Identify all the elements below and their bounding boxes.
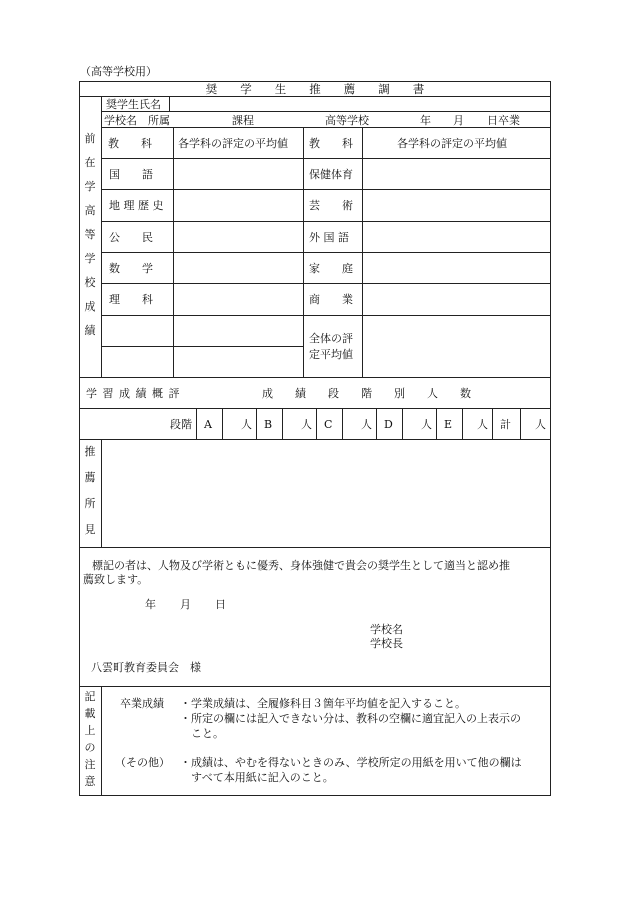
subject-left: 公 民 — [109, 231, 153, 244]
statement-line-1: 標記の者は、人物及び学術ともに優秀、身体強健で貴会の奨学生として適当と認め推 — [92, 559, 510, 572]
side-char: 記 — [84, 690, 96, 703]
date-month: 月 — [180, 598, 191, 611]
graduate-note: こと。 — [191, 727, 224, 740]
rule — [101, 127, 551, 128]
other-note: すべて本用紙に記入のこと。 — [191, 771, 334, 784]
average-header-right: 各学科の評定の平均値 — [397, 137, 507, 150]
level-letter-c: C — [324, 418, 333, 431]
subject-right: 商 業 — [309, 293, 353, 306]
affiliation-label: 所属 — [148, 114, 170, 127]
grade-field-science[interactable] — [174, 284, 302, 314]
principal-sign: 学校長 — [370, 637, 403, 650]
month-label: 月 — [453, 114, 464, 127]
date-day: 日 — [215, 598, 226, 611]
side-char: 学 — [84, 252, 96, 265]
recommendation-label — [83, 446, 97, 550]
grade-field-foreign-lang[interactable] — [363, 222, 549, 251]
graduate-note: ・所定の欄には記入できない分は、教科の空欄に適宜記入の上表示の — [180, 712, 521, 725]
subject-left: 理 科 — [109, 293, 153, 306]
side-char: 成 — [84, 300, 96, 313]
rule — [520, 408, 521, 439]
grade-field-japanese[interactable] — [174, 159, 302, 188]
rule — [342, 408, 343, 439]
frame-left — [79, 81, 80, 795]
rule — [316, 408, 317, 439]
side-char: 所 — [84, 497, 96, 510]
student-name-field[interactable] — [170, 97, 550, 111]
side-char: 推 — [84, 445, 96, 458]
side-label-grades — [83, 133, 97, 349]
level-letter-b: B — [264, 418, 273, 431]
grade-field-home[interactable] — [363, 253, 549, 282]
subject-right: 家 庭 — [309, 262, 353, 275]
rule — [101, 686, 102, 795]
level-letter-d: D — [384, 418, 393, 431]
rule — [402, 408, 403, 439]
rule — [282, 408, 283, 439]
other-label: （その他） — [115, 756, 170, 769]
subject-header-right: 教 科 — [309, 137, 353, 150]
overall-average-label: 全体の評 — [309, 332, 353, 345]
level-unit: 人 — [535, 418, 546, 431]
date-year: 年 — [145, 598, 156, 611]
grade-field-geo-history[interactable] — [174, 190, 302, 220]
side-char: 績 — [84, 324, 96, 337]
average-header-left: 各学科の評定の平均値 — [178, 137, 288, 150]
rule — [492, 408, 493, 439]
rule — [101, 315, 303, 316]
rule — [101, 346, 303, 347]
subject-left: 数 学 — [109, 262, 153, 275]
frame-bottom — [79, 795, 551, 796]
levels-label: 段階 — [170, 418, 192, 431]
rule — [79, 377, 551, 378]
grade-field-commerce[interactable] — [363, 284, 549, 314]
rule — [376, 408, 377, 439]
side-char: 前 — [84, 132, 96, 145]
grade-field-math[interactable] — [174, 253, 302, 282]
other-note: ・成績は、やむを得ないときのみ、学校所定の用紙を用いて他の欄は — [180, 756, 522, 769]
grade-field-civics[interactable] — [174, 222, 302, 251]
rule — [79, 439, 551, 440]
rule — [462, 408, 463, 439]
level-letter-a: A — [204, 418, 212, 431]
rule — [79, 408, 551, 409]
rule — [101, 439, 102, 547]
grade-field-overall[interactable] — [363, 316, 549, 376]
side-char: 見 — [84, 523, 96, 536]
subject-right: 芸 術 — [309, 199, 353, 212]
addressee: 八雲町教育委員会 様 — [91, 661, 201, 674]
school-name-sign: 学校名 — [370, 623, 403, 636]
side-char: 載 — [84, 707, 96, 720]
form-title: 奨 学 生 推 薦 調 書 — [205, 82, 425, 96]
course-label: 課程 — [232, 114, 254, 127]
rule — [436, 408, 437, 439]
side-char: 学 — [84, 180, 96, 193]
header-note: （高等学校用） — [80, 65, 157, 78]
rule — [101, 111, 551, 112]
level-unit: 人 — [301, 418, 312, 431]
side-char: 在 — [84, 156, 96, 169]
side-char: 薦 — [84, 471, 96, 484]
subject-left: 地 理 歴 史 — [109, 199, 164, 212]
statement-line-2: 薦致します。 — [83, 573, 149, 586]
student-name-label: 奨学生氏名 — [106, 98, 161, 111]
subject-header-left: 教 科 — [108, 137, 152, 150]
side-char: の — [84, 741, 96, 754]
level-total-label: 計 — [500, 418, 511, 431]
side-char: 校 — [84, 276, 96, 289]
level-unit: 人 — [241, 418, 252, 431]
grade-field-pe[interactable] — [363, 159, 549, 188]
rule — [101, 96, 102, 377]
distribution-title: 成 績 段 階 別 人 数 — [262, 387, 471, 400]
level-unit: 人 — [421, 418, 432, 431]
grade-field-arts[interactable] — [363, 190, 549, 220]
level-letter-e: E — [444, 418, 453, 431]
rule — [196, 408, 197, 439]
rule — [256, 408, 257, 439]
side-char: 意 — [84, 775, 96, 788]
rule — [222, 408, 223, 439]
notes-side-label — [83, 691, 97, 793]
rule — [79, 547, 551, 548]
year-label: 年 — [420, 114, 431, 127]
subject-left: 国 語 — [109, 168, 153, 181]
graduate-note: ・学業成績は、全履修科目３箇年平均値を記入すること。 — [180, 697, 466, 710]
recommendation-field[interactable] — [103, 441, 549, 546]
summary-label: 学 習 成 績 概 評 — [86, 387, 181, 400]
subject-right: 保健体育 — [309, 168, 353, 181]
side-char: 高 — [84, 204, 96, 217]
rule — [79, 686, 551, 687]
overall-average-label: 定平均値 — [309, 348, 353, 361]
side-char: 注 — [84, 758, 96, 771]
subject-right: 外 国 語 — [309, 231, 349, 244]
side-char: 上 — [84, 724, 96, 737]
side-char: 等 — [84, 228, 96, 241]
graduate-label: 卒業成績 — [120, 697, 164, 710]
graduation-label: 日卒業 — [487, 114, 520, 127]
school-name-label: 学校名 — [104, 114, 137, 127]
level-unit: 人 — [361, 418, 372, 431]
level-unit: 人 — [477, 418, 488, 431]
high-school-label: 高等学校 — [325, 114, 369, 127]
